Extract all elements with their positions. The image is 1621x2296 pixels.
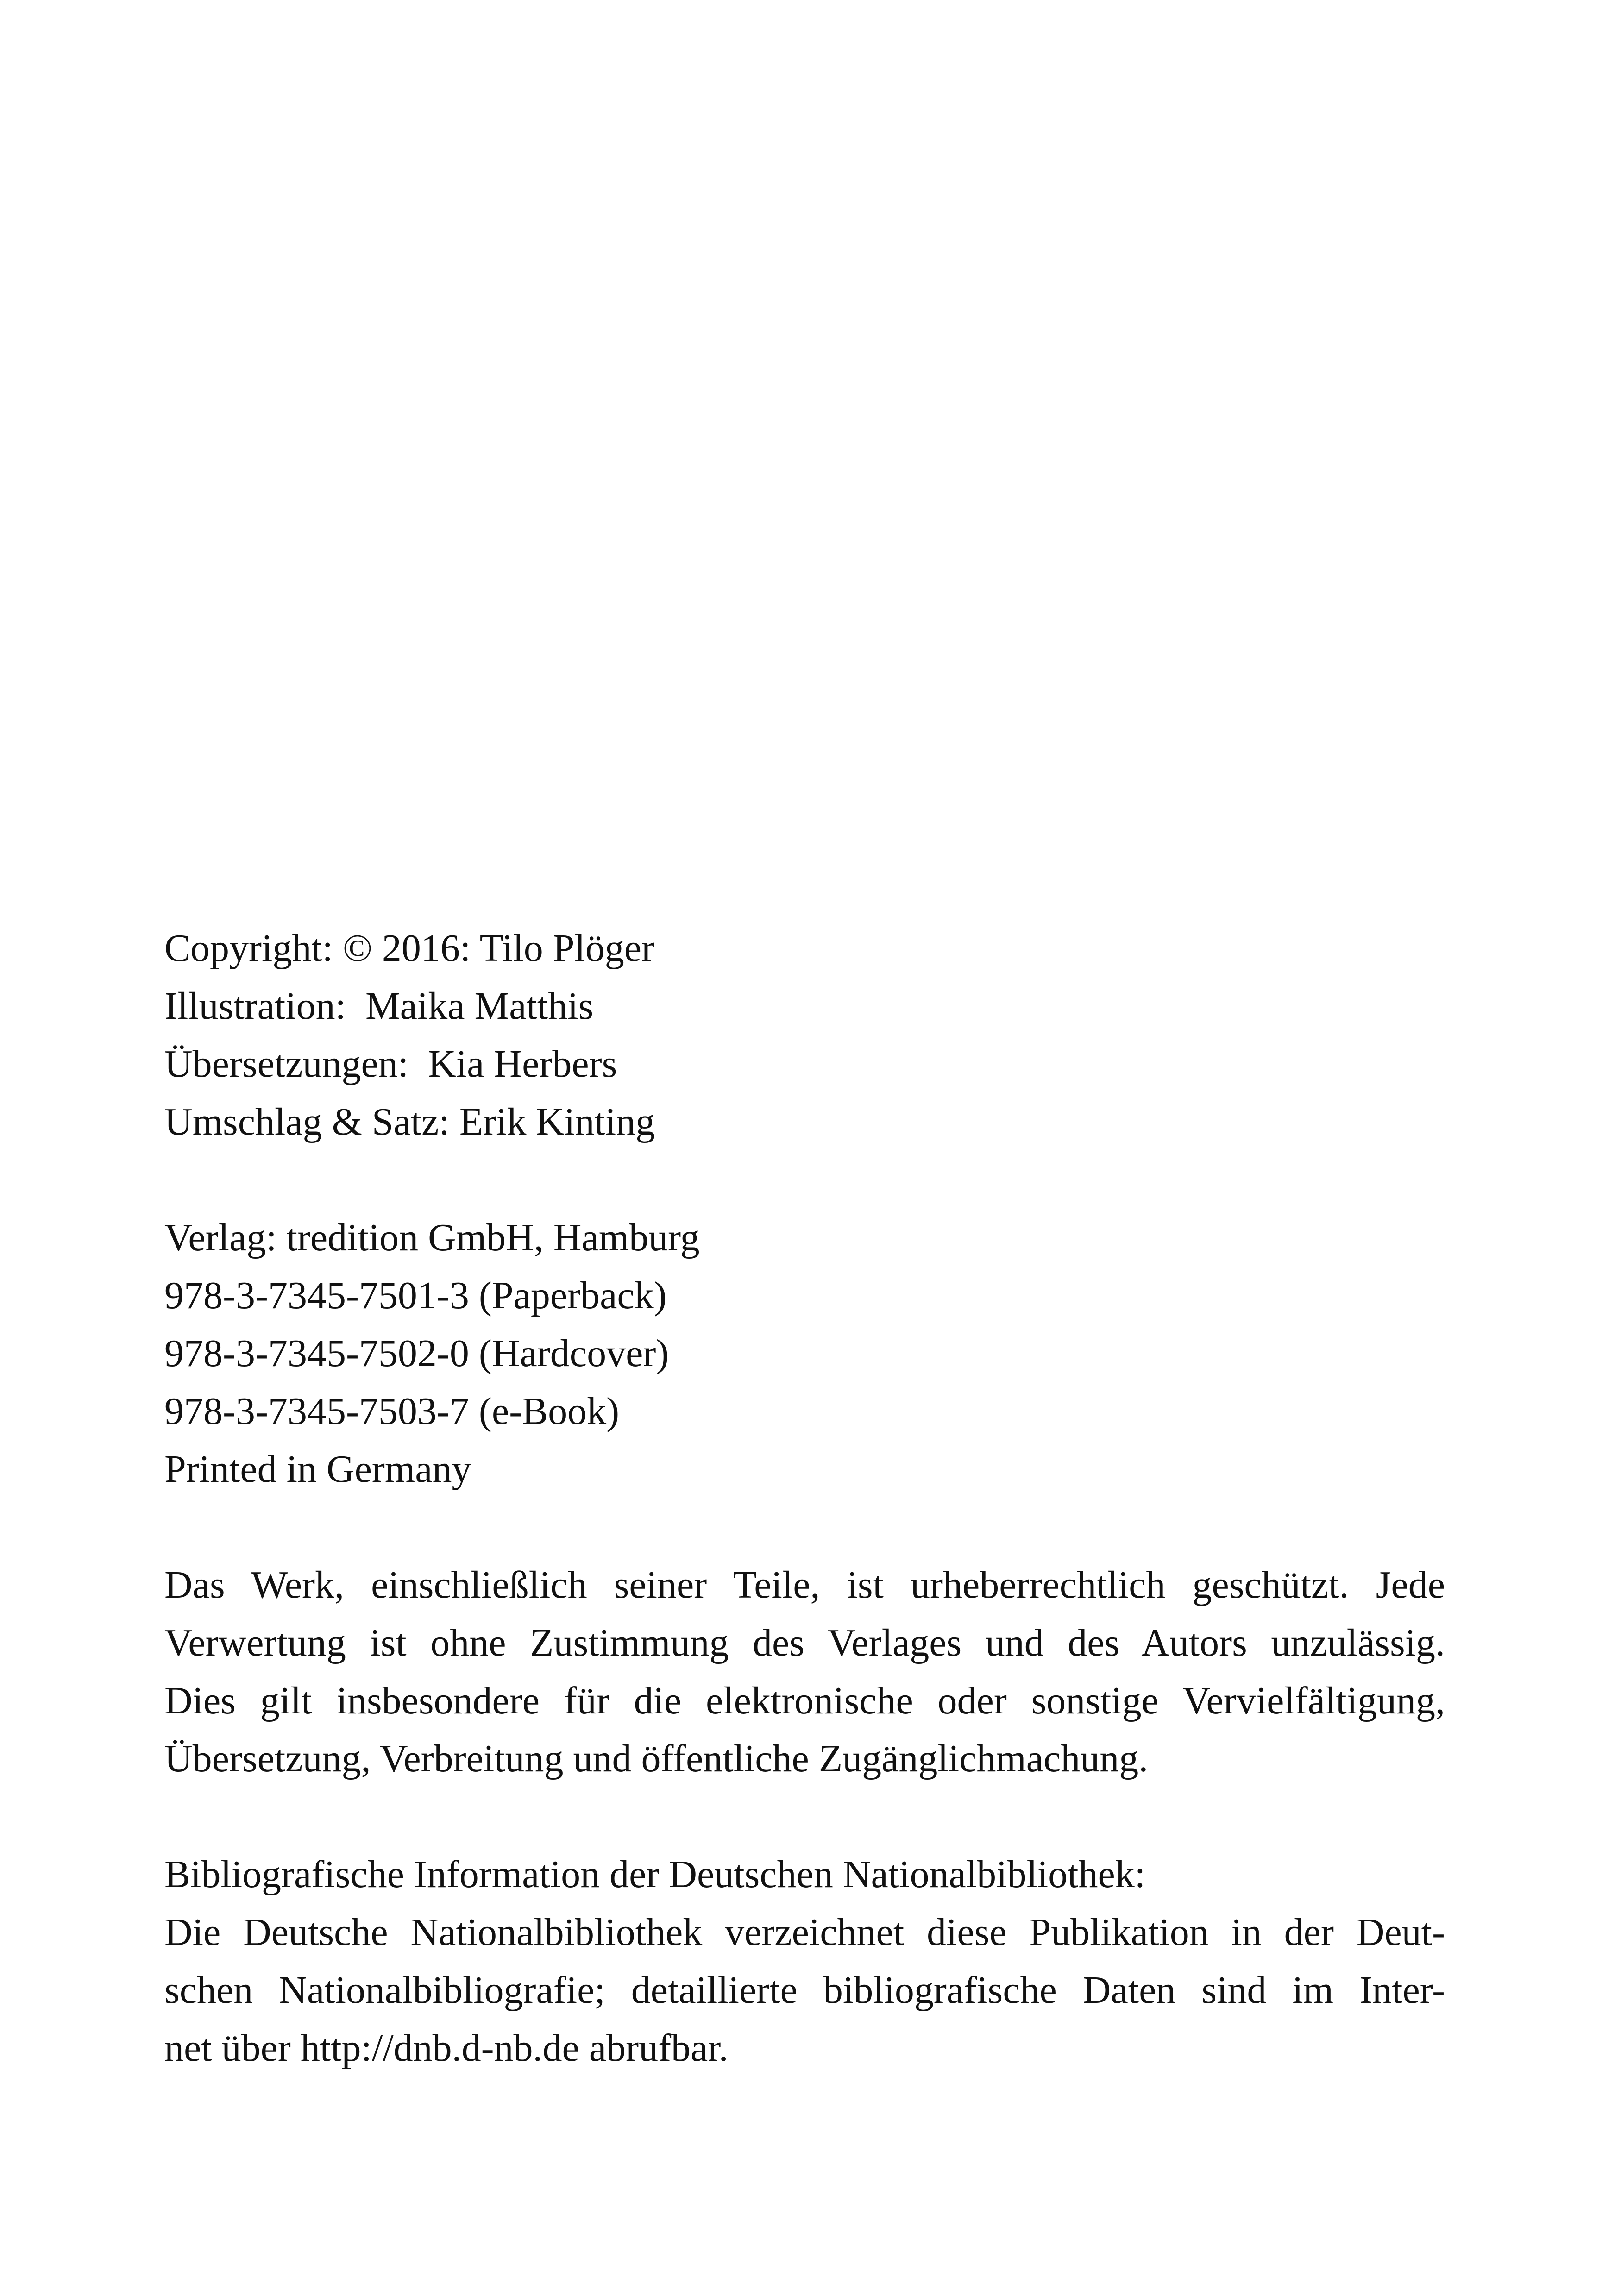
legal-notice-line: Dies gilt insbesondere für die elektronische oder sonstige Vervielfältigung, (164, 1679, 1445, 1722)
legal-notice-line: Das Werk, einschließlich seiner Teile, ist urheberrechtlich geschützt. Jede (164, 1563, 1445, 1606)
publisher-section (164, 1209, 1445, 1498)
imprint-block (164, 919, 1445, 2077)
copyright-line: Copyright: © 2016: Tilo Plöger (164, 927, 654, 970)
bibliography-line: net über http://dnb.d-nb.de abrufbar. (164, 2026, 729, 2070)
section-spacer (164, 1498, 1445, 1556)
legal-notice (164, 1556, 1445, 1788)
legal-notice-line: Verwertung ist ohne Zustimmung des Verlages und des Autors unzulässig. (164, 1621, 1445, 1664)
publisher-line: Verlag: tredition GmbH, Hamburg (164, 1216, 700, 1259)
illustration-line: Illustration: Maika Matthis (164, 985, 594, 1028)
bibliography-line: Die Deutsche Nationalbibliothek verzeichnet diese Publikation in der Deut- (164, 1911, 1445, 1954)
legal-notice-line: Übersetzung, Verbreitung und öffentliche Zugänglichmachung. (164, 1737, 1149, 1780)
credits-section (164, 919, 1445, 1151)
bibliography-line: schen Nationalbibliografie; detaillierte bibliografische Daten sind im Inter- (164, 1969, 1445, 2012)
section-spacer (164, 1151, 1445, 1209)
isbn-hardcover: 978-3-7345-7502-0 (Hardcover) (164, 1332, 669, 1375)
section-spacer (164, 1788, 1445, 1845)
isbn-paperback: 978-3-7345-7501-3 (Paperback) (164, 1274, 667, 1317)
bibliographic-info (164, 1845, 1445, 2077)
isbn-ebook: 978-3-7345-7503-7 (e-Book) (164, 1390, 620, 1433)
cover-typesetting-line: Umschlag & Satz: Erik Kinting (164, 1100, 655, 1143)
translations-line: Übersetzungen: Kia Herbers (164, 1042, 617, 1085)
bibliography-heading: Bibliografische Information der Deutschen Nationalbibliothek: (164, 1853, 1146, 1896)
printed-in-line: Printed in Germany (164, 1448, 471, 1491)
